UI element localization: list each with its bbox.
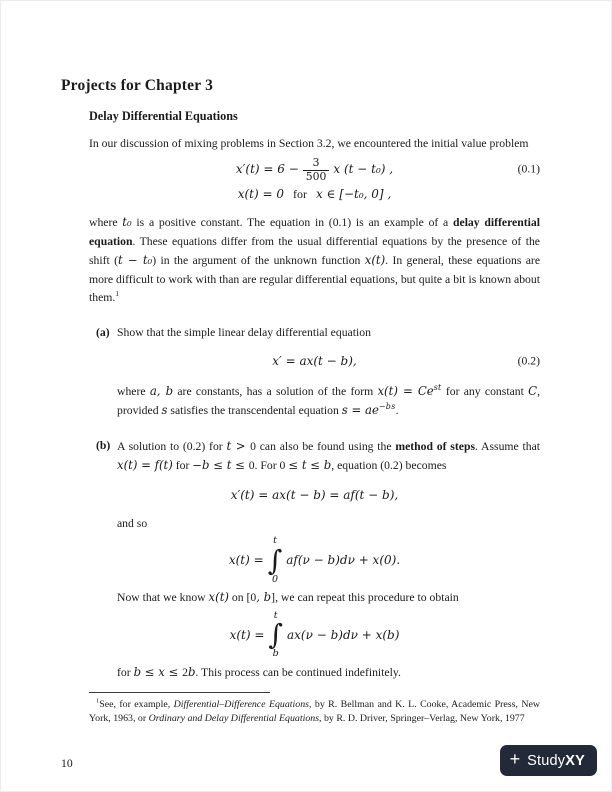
text-run: where [117, 384, 150, 398]
fraction-denominator: 500 [305, 169, 327, 183]
footnote-area [89, 692, 540, 726]
footnote-rule [89, 692, 270, 693]
int2-pre: x(t) = [229, 627, 265, 642]
item-a-body [117, 324, 540, 421]
text-run: for [284, 186, 317, 201]
equation-number-0-1: (0.1) [517, 162, 540, 176]
text-run: . This process can be continued indefinitely. [195, 665, 401, 679]
studyxy-logo [500, 745, 597, 776]
text-run: st [433, 382, 442, 392]
eq02-body: x′ = ax(t − b), [272, 354, 357, 369]
int1-post: af(ν − b)dν + x(0). [286, 553, 401, 568]
text-run: , provided [117, 384, 541, 418]
text-run: Show that the simple linear delay differential equation [117, 325, 371, 339]
page-number: 10 [61, 757, 73, 770]
text-run: C [528, 383, 538, 398]
integral-equation-2 [89, 611, 540, 660]
delay-explanation-paragraph [89, 213, 540, 307]
text-run: , by R. Bellman and K. L. Cooke, Academic Press, New York, 1963, or [89, 699, 540, 724]
eq01-line2 [89, 186, 540, 203]
eq01-line1-post: x (t − t₀) , [333, 162, 394, 177]
integral-lower-limit: b [272, 648, 279, 660]
integral-with-limits [268, 611, 283, 660]
text-run: x(t) = f(t) [117, 458, 173, 473]
page-title: Projects for Chapter 3 [61, 77, 214, 94]
text-run: 0 can also be found using the [250, 439, 396, 453]
text-run: , b [256, 590, 272, 605]
text-run: for any constant [441, 384, 529, 398]
plus-icon: + [509, 749, 521, 769]
fraction [303, 157, 330, 183]
text-run: Differential–Difference Equations [173, 699, 310, 710]
text-run: ], we can repeat this procedure to obtain [271, 591, 459, 605]
int1-pre: x(t) = [228, 553, 264, 568]
eq01-line1 [89, 157, 540, 183]
int2-post: ax(ν − b)dν + x(b) [287, 627, 400, 642]
closing-paragraph [117, 663, 540, 682]
integral-upper-limit: t [273, 535, 277, 547]
text-run: s = ae [341, 403, 379, 418]
item-a-lead [117, 324, 540, 342]
text-run: x(t) = Ce [377, 383, 434, 398]
item-a-label: (a) [96, 325, 110, 339]
equation-0-2 [89, 353, 540, 370]
text-run: A solution to (0.2) for [117, 439, 227, 453]
logo-xy-text: XY [565, 752, 585, 769]
text-run: Now that we know [117, 591, 209, 605]
text-run: Ordinary and Delay Differential Equations [148, 712, 320, 724]
text-run: t₀ [122, 215, 132, 230]
text-run: method of steps [395, 439, 475, 453]
text-run: for [172, 459, 193, 473]
equation-steps [89, 487, 540, 504]
text-run: x ∈ [−t₀, 0] , [316, 186, 392, 201]
text-run: . [395, 404, 399, 418]
integral-with-limits [268, 536, 283, 585]
item-b [89, 437, 540, 683]
text-run: on [0 [228, 591, 257, 605]
text-run: See, for example, [99, 699, 174, 710]
and-so-text: and so [117, 516, 148, 530]
text-run: where [89, 216, 123, 230]
equation-0-1 [89, 157, 540, 203]
text-run: −bs [378, 402, 396, 412]
intro-paragraph [89, 135, 540, 153]
text-run: ) in the argument of the unknown function [152, 254, 365, 268]
text-run: 1 [115, 289, 120, 299]
fraction-numerator: 3 [312, 156, 320, 170]
text-run: . Assume that [475, 439, 541, 453]
eq01-line1-pre: x′(t) = 6 − [235, 162, 299, 177]
text-run: x(t) [208, 590, 229, 605]
text-run: b [187, 664, 196, 679]
text-run: delay differential equation [89, 216, 540, 248]
integral-sign-icon: ∫ [268, 618, 283, 652]
item-b-lead [117, 437, 540, 476]
text-run: x(t) [364, 253, 386, 268]
text-run: s [161, 403, 168, 418]
logo-wordmark [527, 753, 585, 769]
text-run: are constants, has a solution of the form [173, 384, 378, 398]
text-run: , equation (0.2) becomes [331, 459, 447, 473]
text-run: 0. For 0 [248, 459, 289, 473]
text-run: , by R. D. Driver, Springer–Verlag, New York, 1977 [319, 712, 525, 724]
text-run: ≤ t ≤ b [288, 458, 332, 473]
text-run: In our discussion of mixing problems in Section 3.2, we encountered the initial value problem [89, 136, 529, 150]
item-b-label: (b) [96, 438, 111, 452]
integral-lower-limit: 0 [271, 573, 278, 585]
integral-upper-limit: t [273, 609, 278, 621]
integral-sign-icon: ∫ [267, 543, 283, 577]
text-run: t > [226, 438, 251, 453]
text-run: a, b [149, 383, 174, 398]
text-run: . These equations differ from the usual differential equations by the presence of the shift ( [89, 234, 540, 268]
text-run: satisfies the transcendental equation [167, 404, 342, 418]
text-run: 1 [96, 697, 100, 705]
integral-equation-1 [89, 536, 540, 585]
item-b-body [117, 437, 540, 683]
text-run: is a positive constant. The equation in (0.1) is an example of a [131, 216, 453, 230]
item-a-after [117, 382, 540, 421]
logo-study-text: Study [527, 752, 566, 769]
text-run: x(t) = 0 [237, 186, 285, 201]
equation-steps-body: x′(t) = ax(t − b) = af(t − b), [230, 487, 399, 502]
text-run: for [117, 665, 134, 679]
text-run: 2 [182, 665, 188, 679]
text-run: −b ≤ t ≤ [192, 458, 249, 473]
footnote [89, 698, 540, 726]
text-run: . In general, these equations are more difficult to work with than are regular differential equations, but quite a bit is known about them. [89, 254, 541, 305]
repeat-procedure-paragraph [117, 588, 540, 607]
equation-number-0-2: (0.2) [517, 354, 540, 368]
text-run: b ≤ x ≤ [133, 664, 183, 679]
section-heading: Delay Differential Equations [89, 109, 238, 123]
item-a [89, 324, 540, 421]
content-column [89, 109, 540, 682]
text-run: t − t₀ [118, 253, 153, 268]
